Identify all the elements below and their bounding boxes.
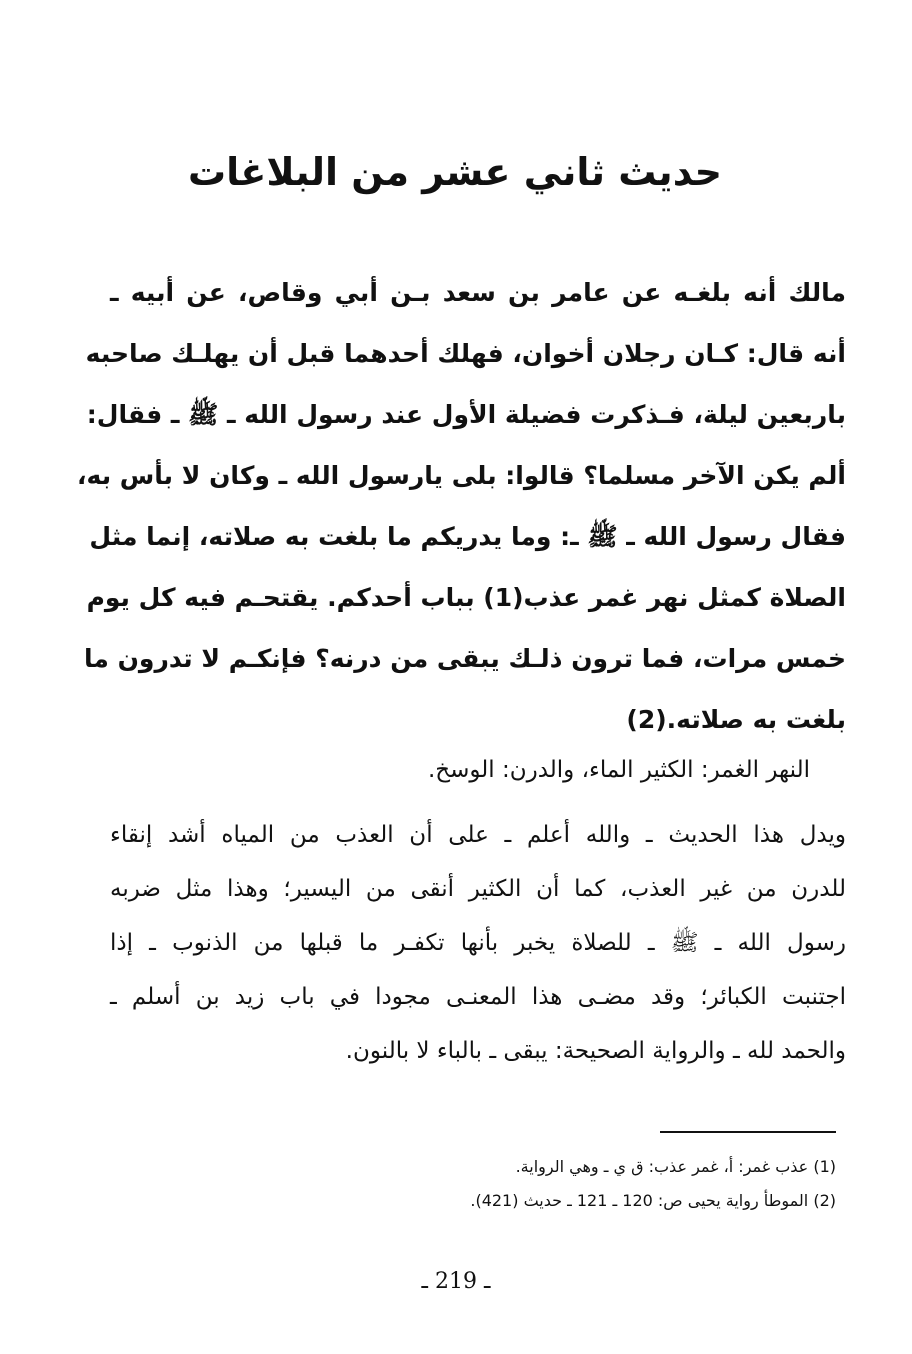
hadith-line: بلغت به صلاته.(2) xyxy=(626,705,846,734)
page-number: ـ 219 ـ xyxy=(421,1269,491,1294)
footnote-divider xyxy=(660,1131,836,1133)
footnote: (2) الموطأ رواية يحيى ص: 120 ـ 121 ـ حديث (421). xyxy=(470,1191,836,1210)
hadith-line: باربعين ليلة، فـذكرت فضيلة الأول عند رسول الله ـ ﷺ ـ فقال: xyxy=(86,400,846,429)
hadith-line: فقال رسول الله ـ ﷺ ـ: وما يدريكم ما بلغت به صلاته، إنما مثل xyxy=(89,522,846,551)
commentary-text xyxy=(110,808,846,1078)
commentary-line: للدرن من غير العذب، كما أن الكثير أنقى من اليسير؛ وهذا مثل ضربه xyxy=(110,876,846,902)
chapter-title: حديث ثاني عشر من البلاغات xyxy=(187,150,723,194)
hadith-line: خمس مرات، فما ترون ذلـك يبقى من درنه؟ فإنكـم لا تدرون ما xyxy=(84,644,846,673)
footnote: (1) عذب غمر: أ، غمر عذب: ق ي ـ وهي الرواية. xyxy=(515,1157,836,1176)
hadith-line: أنه قال: كـان رجلان أخوان، فهلك أحدهما قبل أن يهلـك صاحبه xyxy=(85,339,846,368)
word-gloss: النهر الغمر: الكثير الماء، والدرن: الوسخ. xyxy=(427,757,810,783)
hadith-text xyxy=(77,262,846,750)
commentary-line: والحمد لله ـ والرواية الصحيحة: يبقى ـ بالباء لا بالنون. xyxy=(345,1038,846,1064)
commentary-line: ويدل هذا الحديث ـ والله أعلم ـ على أن العذب من المياه أشد إنقاء xyxy=(110,822,846,848)
footnotes xyxy=(300,1150,836,1218)
hadith-line: مالك أنه بلغـه عن عامر بن سعد بـن أبي وقاص، عن أبيه ـ xyxy=(110,278,846,307)
hadith-line: ألم يكن الآخر مسلما؟ قالوا: بلى يارسول الله ـ وكان لا بأس به، xyxy=(77,461,846,490)
commentary-line: اجتنبت الكبائر؛ وقد مضـى هذا المعنـى مجودا في باب زيد بن أسلم ـ xyxy=(110,984,846,1010)
commentary-line: رسول الله ـ ﷺ ـ للصلاة يخبر بأنها تكفـر ما قبلها من الذنوب ـ إذا xyxy=(110,930,846,956)
hadith-line: الصلاة كمثل نهر غمر عذب(1) بباب أحدكم. يقتحـم فيه كل يوم xyxy=(86,583,846,612)
